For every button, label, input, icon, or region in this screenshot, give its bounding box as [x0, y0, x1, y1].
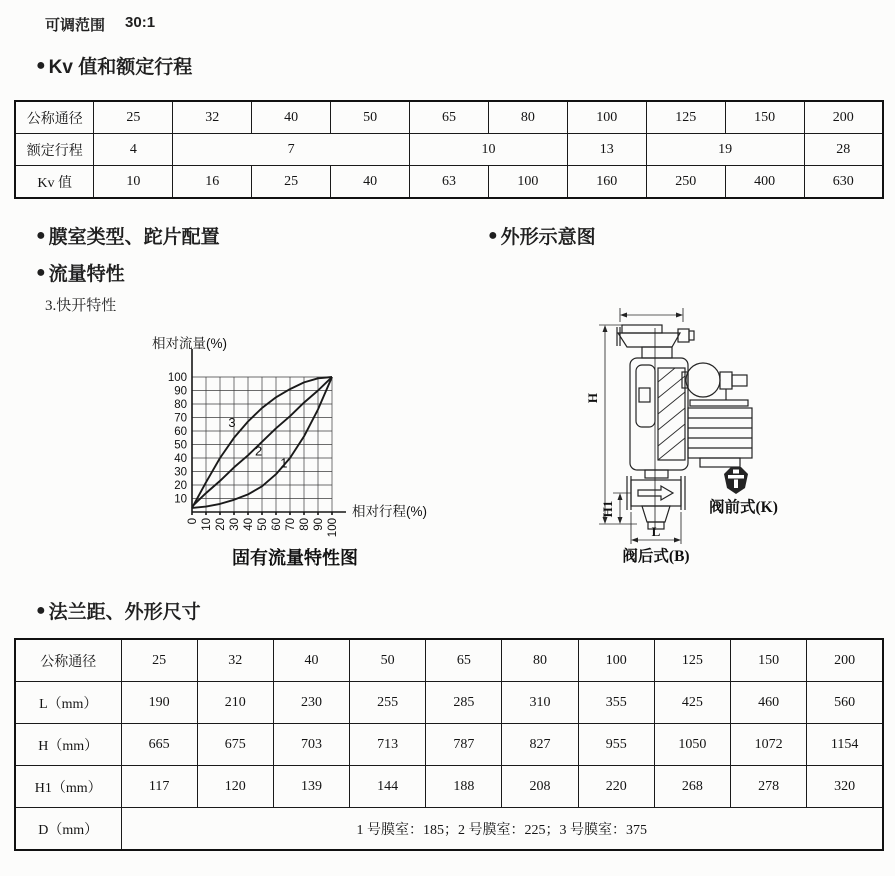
row-header-cell: Kv 值	[15, 166, 94, 199]
bullet-icon: ●	[36, 263, 46, 281]
flow-characteristic-chart	[140, 330, 450, 582]
data-cell: 50	[331, 101, 410, 134]
data-cell: 400	[725, 166, 804, 199]
data-cell: 80	[488, 101, 567, 134]
section-heading-flow-characteristic-label: 流量特性	[48, 264, 125, 285]
data-cell: 100	[578, 639, 654, 682]
valve-outline-figure	[575, 298, 895, 573]
data-cell: 560	[807, 682, 883, 724]
svg-text:1: 1	[280, 455, 288, 471]
data-cell: 16	[173, 166, 252, 199]
data-cell: 955	[578, 724, 654, 766]
bullet-icon: ●	[36, 226, 46, 244]
table-row	[15, 766, 883, 808]
data-cell: 80	[502, 639, 578, 682]
bullet-icon: ●	[488, 226, 498, 244]
data-cell: 200	[807, 639, 883, 682]
data-cell: 1072	[731, 724, 807, 766]
data-cell: 460	[731, 682, 807, 724]
svg-text:30: 30	[174, 466, 187, 479]
row-header-cell: 公称通径	[15, 101, 94, 134]
data-cell: 125	[654, 639, 730, 682]
svg-text:90: 90	[313, 518, 325, 531]
data-cell: 100	[488, 166, 567, 199]
table-row	[15, 134, 883, 166]
data-cell: 188	[426, 766, 502, 808]
flow-direction-arrow	[638, 486, 673, 500]
kv-rated-travel-table	[14, 100, 884, 199]
data-cell: 100	[567, 101, 646, 134]
data-cell: 268	[654, 766, 730, 808]
data-cell: 32	[173, 101, 252, 134]
data-cell: 285	[426, 682, 502, 724]
data-cell: 827	[502, 724, 578, 766]
data-cell: 144	[350, 766, 426, 808]
table-row	[15, 166, 883, 199]
svg-text:60: 60	[174, 426, 187, 438]
svg-text:固有流量特性图: 固有流量特性图	[232, 548, 358, 568]
data-cell: 50	[350, 639, 426, 682]
data-cell: 220	[578, 766, 654, 808]
svg-text:30: 30	[229, 518, 241, 531]
section-heading-kv-travel	[36, 52, 192, 79]
caption-valve-back-type: 阀后式(B)	[622, 548, 690, 565]
data-cell: 19	[646, 134, 804, 166]
bullet-icon: ●	[36, 56, 46, 74]
section-heading-membrane-config	[36, 222, 220, 249]
section-heading-membrane-config-label: 膜室类型、跎片配置	[48, 227, 220, 248]
dimension-label-h: H	[585, 392, 600, 404]
data-cell: 190	[121, 682, 197, 724]
data-cell: 320	[807, 766, 883, 808]
data-cell: 703	[273, 724, 349, 766]
svg-text:40: 40	[243, 518, 255, 531]
data-cell: 13	[567, 134, 646, 166]
data-cell: 675	[197, 724, 273, 766]
row-header-cell: 公称通径	[15, 639, 121, 682]
data-cell: 7	[173, 134, 410, 166]
data-cell: 63	[410, 166, 489, 199]
data-cell: 10	[94, 166, 173, 199]
data-cell: 125	[646, 101, 725, 134]
data-cell: 150	[725, 101, 804, 134]
data-cell: 425	[654, 682, 730, 724]
table-row	[15, 724, 883, 766]
data-cell: 1050	[654, 724, 730, 766]
bullet-icon: ●	[36, 601, 46, 619]
svg-text:相对行程(%): 相对行程(%)	[352, 504, 427, 519]
section-heading-flange-dimensions	[36, 597, 201, 624]
table-row	[15, 682, 883, 724]
data-cell: 40	[252, 101, 331, 134]
svg-text:0: 0	[187, 518, 199, 525]
data-cell: 250	[646, 166, 725, 199]
svg-text:3: 3	[228, 414, 236, 430]
svg-text:70: 70	[285, 518, 297, 531]
data-cell: 278	[731, 766, 807, 808]
section-heading-outline-diagram	[488, 222, 596, 249]
adjustable-range-line	[45, 14, 155, 35]
adjustable-range-label: 可调范围	[45, 17, 106, 34]
svg-text:70: 70	[174, 412, 187, 425]
data-cell: 200	[804, 101, 883, 134]
svg-text:50: 50	[257, 518, 269, 531]
data-cell: 230	[273, 682, 349, 724]
data-cell: 10	[410, 134, 568, 166]
data-cell: 310	[502, 682, 578, 724]
data-cell: 4	[94, 134, 173, 166]
dimension-label-l: L	[651, 524, 661, 539]
data-cell: 139	[273, 766, 349, 808]
table-row	[15, 639, 883, 682]
data-cell: 40	[331, 166, 410, 199]
row-header-cell: 额定行程	[15, 134, 94, 166]
svg-text:50: 50	[174, 439, 187, 452]
data-cell: 665	[121, 724, 197, 766]
data-cell: 355	[578, 682, 654, 724]
data-cell: 25	[94, 101, 173, 134]
brand-diamond-icon	[724, 467, 748, 494]
svg-text:10: 10	[201, 518, 213, 531]
data-cell: 117	[121, 766, 197, 808]
data-cell: 32	[197, 639, 273, 682]
data-cell: 25	[252, 166, 331, 199]
svg-text:100: 100	[327, 518, 339, 538]
data-cell: 65	[426, 639, 502, 682]
data-cell: 787	[426, 724, 502, 766]
row-header-cell: H（mm）	[15, 724, 121, 766]
data-cell: 713	[350, 724, 426, 766]
svg-text:40: 40	[174, 453, 187, 465]
row-header-cell: H1（mm）	[15, 766, 121, 808]
svg-text:20: 20	[215, 518, 227, 531]
svg-text:10: 10	[174, 493, 187, 506]
flange-dimensions-table	[14, 638, 884, 851]
svg-text:80: 80	[299, 518, 311, 531]
svg-text:2: 2	[255, 443, 263, 459]
data-cell: 150	[731, 639, 807, 682]
svg-text:80: 80	[174, 399, 187, 411]
row-header-cell: D（mm）	[15, 808, 121, 851]
svg-text:100: 100	[167, 372, 187, 384]
data-cell: 120	[197, 766, 273, 808]
data-cell: 160	[567, 166, 646, 199]
data-cell: 255	[350, 682, 426, 724]
dimension-label-h1: H1	[600, 500, 615, 518]
section-heading-flange-dimensions-label: 法兰距、外形尺寸	[48, 602, 201, 623]
svg-text:60: 60	[271, 518, 283, 531]
data-cell: 1154	[807, 724, 883, 766]
svg-text:90: 90	[174, 385, 187, 398]
data-cell: 28	[804, 134, 883, 166]
flow-subtitle: 3.快开特性	[45, 298, 117, 314]
svg-text:20: 20	[174, 480, 187, 492]
data-cell: 210	[197, 682, 273, 724]
table-row	[15, 808, 883, 851]
section-heading-outline-diagram-label: 外形示意图	[500, 227, 596, 248]
caption-valve-front-type: 阀前式(K)	[709, 499, 778, 516]
data-cell: 65	[410, 101, 489, 134]
data-cell: 40	[273, 639, 349, 682]
data-cell: 25	[121, 639, 197, 682]
svg-text:相对流量(%): 相对流量(%)	[152, 336, 227, 351]
adjustable-range-value: 30:1	[125, 14, 156, 31]
data-cell: 1 号膜室：185；2 号膜室：225；3 号膜室：375	[121, 808, 883, 851]
row-header-cell: L（mm）	[15, 682, 121, 724]
section-heading-flow-characteristic	[36, 259, 125, 286]
section-heading-kv-travel-label: Kv 值和额定行程	[48, 57, 193, 78]
data-cell: 630	[804, 166, 883, 199]
data-cell: 208	[502, 766, 578, 808]
table-row	[15, 101, 883, 134]
